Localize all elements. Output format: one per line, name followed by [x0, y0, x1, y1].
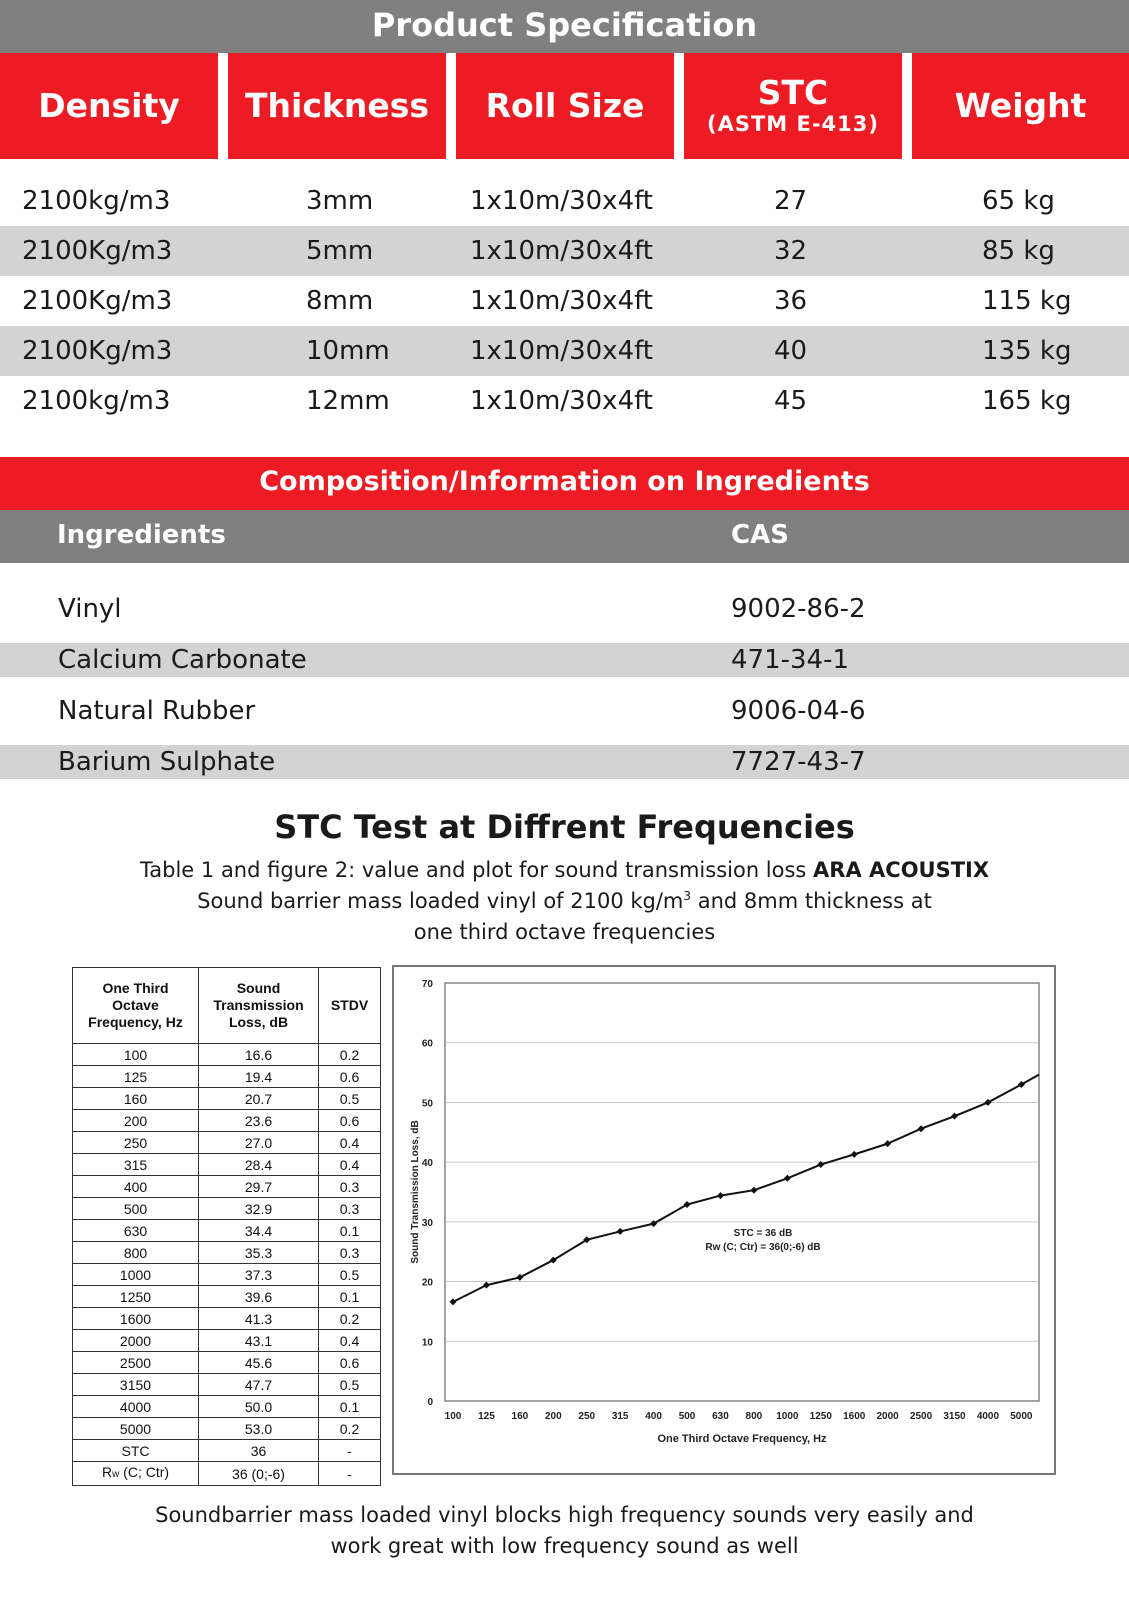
caption-line-2: [0, 886, 1129, 917]
cell-frequency: 1600: [73, 1308, 199, 1330]
cell-rw-stdv: -: [319, 1462, 381, 1486]
ingredient-name: Barium Sulphate: [58, 747, 276, 777]
cell-roll-size: 1x10m/30x4ft: [470, 236, 654, 266]
cell-weight: 85 kg: [982, 236, 1055, 266]
cell-roll-size: 1x10m/30x4ft: [470, 186, 654, 216]
y-tick-label: 20: [421, 1277, 433, 1289]
cell-frequency: 3150: [73, 1374, 199, 1396]
frequency-row: [73, 1264, 381, 1286]
annotation-stc: STC = 36 dB: [733, 1228, 793, 1239]
x-tick-label: 1600: [843, 1411, 866, 1422]
header-density: [0, 53, 218, 159]
frequency-row: [73, 1132, 381, 1154]
cell-stdv: 0.4: [319, 1132, 381, 1154]
cell-stdv: 0.2: [319, 1418, 381, 1440]
cell-density: 2100kg/m3: [22, 386, 171, 416]
data-point: [884, 1140, 891, 1147]
x-tick-label: 1000: [776, 1411, 799, 1422]
spec-title: Product Specification: [0, 0, 1129, 53]
col-loss-line2: Transmission: [213, 997, 304, 1013]
stc-section-title: STC Test at Diffrent Frequencies: [274, 808, 855, 846]
caption-line-2-tail: and 8mm thickness at: [691, 889, 932, 913]
cell-weight: 65 kg: [982, 186, 1055, 216]
frequency-row: [73, 1110, 381, 1132]
cell-loss: 36: [199, 1440, 319, 1462]
caption-brand: ARA ACOUSTIX: [813, 858, 990, 882]
col-stdv: STDV: [319, 968, 381, 1044]
cell-rw-value: 36 (0;-6): [199, 1462, 319, 1486]
frequency-row: [73, 1154, 381, 1176]
x-tick-label: 5000: [1010, 1411, 1033, 1422]
frequency-row: [73, 1198, 381, 1220]
frequency-row: [73, 1176, 381, 1198]
header-roll-size-label: Roll Size: [485, 86, 645, 125]
cell-loss: 39.6: [199, 1286, 319, 1308]
header-stc: [684, 53, 902, 159]
data-point: [450, 1298, 457, 1305]
y-tick-label: 40: [421, 1158, 433, 1170]
x-tick-label: 1250: [809, 1411, 832, 1422]
frequency-row: [73, 1374, 381, 1396]
frequency-row: [73, 1242, 381, 1264]
x-tick-label: 125: [478, 1411, 495, 1422]
caption-line-1-text: Table 1 and figure 2: value and plot for sound transmission loss: [139, 858, 814, 882]
frequency-row: [73, 1286, 381, 1308]
cell-thickness: 10mm: [306, 336, 390, 366]
frequency-row: [73, 1220, 381, 1242]
caption-line-3: one third octave frequencies: [413, 920, 716, 944]
header-thickness: [228, 53, 446, 159]
cell-frequency: 315: [73, 1154, 199, 1176]
x-tick-label: 800: [745, 1411, 763, 1422]
ingredient-row: [0, 592, 1129, 626]
cell-weight: 115 kg: [982, 286, 1072, 316]
spec-row: [0, 226, 1129, 276]
frequency-row: [73, 1418, 381, 1440]
cell-frequency: 2500: [73, 1352, 199, 1374]
cell-stdv: 0.1: [319, 1396, 381, 1418]
ingredient-cas: 9002-86-2: [731, 594, 866, 624]
frequency-row: [73, 1066, 381, 1088]
x-tick-label: 4000: [976, 1411, 1000, 1422]
ingredient-cas: 9006-04-6: [731, 696, 866, 726]
cell-frequency: 2000: [73, 1330, 199, 1352]
data-point: [717, 1192, 724, 1199]
stc-chart-svg: [394, 967, 1054, 1473]
cell-roll-size: 1x10m/30x4ft: [470, 336, 654, 366]
ingredient-name: Natural Rubber: [58, 696, 256, 726]
data-point: [984, 1099, 991, 1106]
data-point: [918, 1125, 925, 1132]
cell-stc: 27: [774, 186, 808, 216]
data-point: [784, 1175, 791, 1182]
frequency-table-body: [73, 1044, 381, 1486]
cell-loss: 20.7: [199, 1088, 319, 1110]
frequency-row: [73, 1308, 381, 1330]
cell-density: 2100Kg/m3: [22, 286, 173, 316]
cell-loss: 35.3: [199, 1242, 319, 1264]
col-loss-line3: Loss, dB: [228, 1014, 289, 1030]
data-point: [851, 1151, 858, 1158]
spec-row: [0, 376, 1129, 426]
cell-density: 2100Kg/m3: [22, 336, 173, 366]
cell-thickness: 5mm: [306, 236, 374, 266]
cell-roll-size: 1x10m/30x4ft: [470, 386, 654, 416]
cell-stdv: 0.3: [319, 1242, 381, 1264]
cell-thickness: 12mm: [306, 386, 390, 416]
cell-stdv: 0.3: [319, 1198, 381, 1220]
cell-thickness: 8mm: [306, 286, 374, 316]
rw-subscript: w: [112, 1469, 120, 1480]
caption-line-1: [0, 855, 1129, 886]
cas-column-label: CAS: [731, 520, 789, 550]
header-stc-label: STC: [757, 73, 829, 112]
data-point: [516, 1274, 523, 1281]
spec-row: [0, 326, 1129, 376]
x-tick-label: 160: [511, 1411, 529, 1422]
header-stc-sublabel: (ASTM E-413): [706, 112, 879, 136]
cell-frequency: 1000: [73, 1264, 199, 1286]
frequency-row: [73, 1352, 381, 1374]
header-weight-label: Weight: [954, 86, 1087, 125]
header-weight: [912, 53, 1129, 159]
col-frequency-line3: Frequency, Hz: [88, 1014, 183, 1030]
col-loss: [199, 968, 319, 1044]
x-tick-label: 630: [712, 1411, 729, 1422]
data-point: [951, 1113, 958, 1120]
x-tick-label: 200: [544, 1411, 562, 1422]
x-tick-label: 2500: [909, 1411, 933, 1422]
cell-density: 2100Kg/m3: [22, 236, 173, 266]
x-tick-label: 3150: [943, 1411, 966, 1422]
col-frequency: [73, 968, 199, 1044]
stc-caption: [0, 855, 1129, 948]
cell-loss: 53.0: [199, 1418, 319, 1440]
data-point: [617, 1228, 624, 1235]
rw-suffix: (C; Ctr): [119, 1464, 170, 1480]
col-loss-line1: Sound: [236, 980, 281, 996]
cell-frequency: 800: [73, 1242, 199, 1264]
ingredient-name: Vinyl: [58, 594, 122, 624]
ingredient-row: [0, 643, 1129, 677]
frequency-row: [73, 1396, 381, 1418]
cell-stdv: -: [319, 1440, 381, 1462]
cell-stdv: 0.6: [319, 1066, 381, 1088]
ingredient-row: [0, 745, 1129, 779]
ingredient-cas: 471-34-1: [731, 645, 850, 675]
frequency-table: [72, 967, 381, 1486]
cell-stdv: 0.1: [319, 1220, 381, 1242]
caption-line-2-text: Sound barrier mass loaded vinyl of 2100 kg/m: [197, 889, 684, 913]
cell-stdv: 0.1: [319, 1286, 381, 1308]
composition-title: Composition/Information on Ingredients: [0, 457, 1129, 510]
ingredients-column-label: Ingredients: [57, 520, 226, 550]
y-tick-label: 70: [421, 979, 433, 990]
cell-stdv: 0.5: [319, 1374, 381, 1396]
x-tick-label: 500: [678, 1411, 696, 1422]
cell-weight: 135 kg: [982, 336, 1072, 366]
ingredients-header: [0, 510, 1129, 563]
cell-stdv: 0.3: [319, 1176, 381, 1198]
cell-frequency: 160: [73, 1088, 199, 1110]
cell-loss: 16.6: [199, 1044, 319, 1066]
ingredient-row: [0, 694, 1129, 728]
header-roll-size: [456, 53, 674, 159]
frequency-row: [73, 1088, 381, 1110]
cell-density: 2100kg/m3: [22, 186, 171, 216]
cell-stc: 32: [774, 236, 808, 266]
x-tick-label: 2000: [876, 1411, 899, 1422]
cell-loss: 41.3: [199, 1308, 319, 1330]
cell-frequency: STC: [73, 1440, 199, 1462]
frequency-row: [73, 1044, 381, 1066]
cell-loss: 32.9: [199, 1198, 319, 1220]
spec-row: [0, 276, 1129, 326]
cell-frequency: 5000: [73, 1418, 199, 1440]
cell-stdv: 0.2: [319, 1044, 381, 1066]
cell-loss: 37.3: [199, 1264, 319, 1286]
cell-loss: 19.4: [199, 1066, 319, 1088]
cell-loss: 34.4: [199, 1220, 319, 1242]
frequency-row: [73, 1440, 381, 1462]
cell-frequency: 1250: [73, 1286, 199, 1308]
y-tick-label: 60: [421, 1038, 433, 1050]
header-thickness-label: Thickness: [245, 86, 429, 125]
cell-stdv: 0.4: [319, 1330, 381, 1352]
frequency-table-header: [73, 968, 381, 1044]
footer-line-1: Soundbarrier mass loaded vinyl blocks high frequency sounds very easily and: [155, 1503, 974, 1527]
x-tick-label: 400: [645, 1411, 662, 1422]
cell-roll-size: 1x10m/30x4ft: [470, 286, 654, 316]
x-tick-label: 100: [444, 1411, 462, 1422]
series-line: [453, 1075, 1039, 1302]
ingredient-cas: 7727-43-7: [731, 747, 866, 777]
cell-frequency: 100: [73, 1044, 199, 1066]
cell-stc: 36: [774, 286, 808, 316]
cell-loss: 50.0: [199, 1396, 319, 1418]
x-tick-label: 250: [578, 1411, 596, 1422]
y-tick-label: 30: [421, 1217, 433, 1229]
spec-row: [0, 176, 1129, 226]
rw-symbol: R: [101, 1464, 113, 1480]
cell-stdv: 0.6: [319, 1352, 381, 1374]
x-axis-title: One Third Octave Frequency, Hz: [657, 1433, 827, 1445]
caption-superscript: 3: [683, 889, 692, 903]
cell-thickness: 3mm: [306, 186, 374, 216]
data-point: [750, 1187, 757, 1194]
cell-rw-label: [73, 1462, 199, 1486]
cell-stc: 40: [774, 336, 808, 366]
spec-table-header: [0, 53, 1129, 159]
cell-stdv: 0.2: [319, 1308, 381, 1330]
cell-loss: 47.7: [199, 1374, 319, 1396]
y-tick-label: 10: [421, 1337, 433, 1349]
annotation-rw: Rw (C; Ctr) = 36(0;-6) dB: [705, 1242, 821, 1253]
cell-frequency: 250: [73, 1132, 199, 1154]
x-tick-label: 315: [611, 1411, 629, 1422]
cell-loss: 45.6: [199, 1352, 319, 1374]
cell-weight: 165 kg: [982, 386, 1072, 416]
y-axis-title: Sound Transmission Loss, dB: [410, 1120, 421, 1264]
header-density-label: Density: [38, 86, 180, 125]
cell-stdv: 0.5: [319, 1264, 381, 1286]
cell-stdv: 0.4: [319, 1154, 381, 1176]
y-tick-label: 0: [427, 1397, 433, 1408]
cell-frequency: 4000: [73, 1396, 199, 1418]
col-frequency-line1: One Third: [102, 980, 169, 996]
cell-loss: 27.0: [199, 1132, 319, 1154]
cell-loss: 23.6: [199, 1110, 319, 1132]
cell-loss: 43.1: [199, 1330, 319, 1352]
cell-loss: 28.4: [199, 1154, 319, 1176]
cell-frequency: 630: [73, 1220, 199, 1242]
footer-note: [0, 1500, 1129, 1562]
col-frequency-line2: Octave: [112, 997, 159, 1013]
cell-stdv: 0.5: [319, 1088, 381, 1110]
ingredient-name: Calcium Carbonate: [58, 645, 307, 675]
footer-line-2: work great with low frequency sound as well: [330, 1534, 799, 1558]
stc-chart: [392, 965, 1056, 1475]
data-point: [483, 1282, 490, 1289]
frequency-row-rw: [73, 1462, 381, 1486]
cell-frequency: 125: [73, 1066, 199, 1088]
cell-frequency: 400: [73, 1176, 199, 1198]
frequency-row: [73, 1330, 381, 1352]
cell-frequency: 200: [73, 1110, 199, 1132]
cell-stc: 45: [774, 386, 808, 416]
y-tick-label: 50: [421, 1098, 433, 1110]
cell-stdv: 0.6: [319, 1110, 381, 1132]
cell-frequency: 500: [73, 1198, 199, 1220]
cell-loss: 29.7: [199, 1176, 319, 1198]
